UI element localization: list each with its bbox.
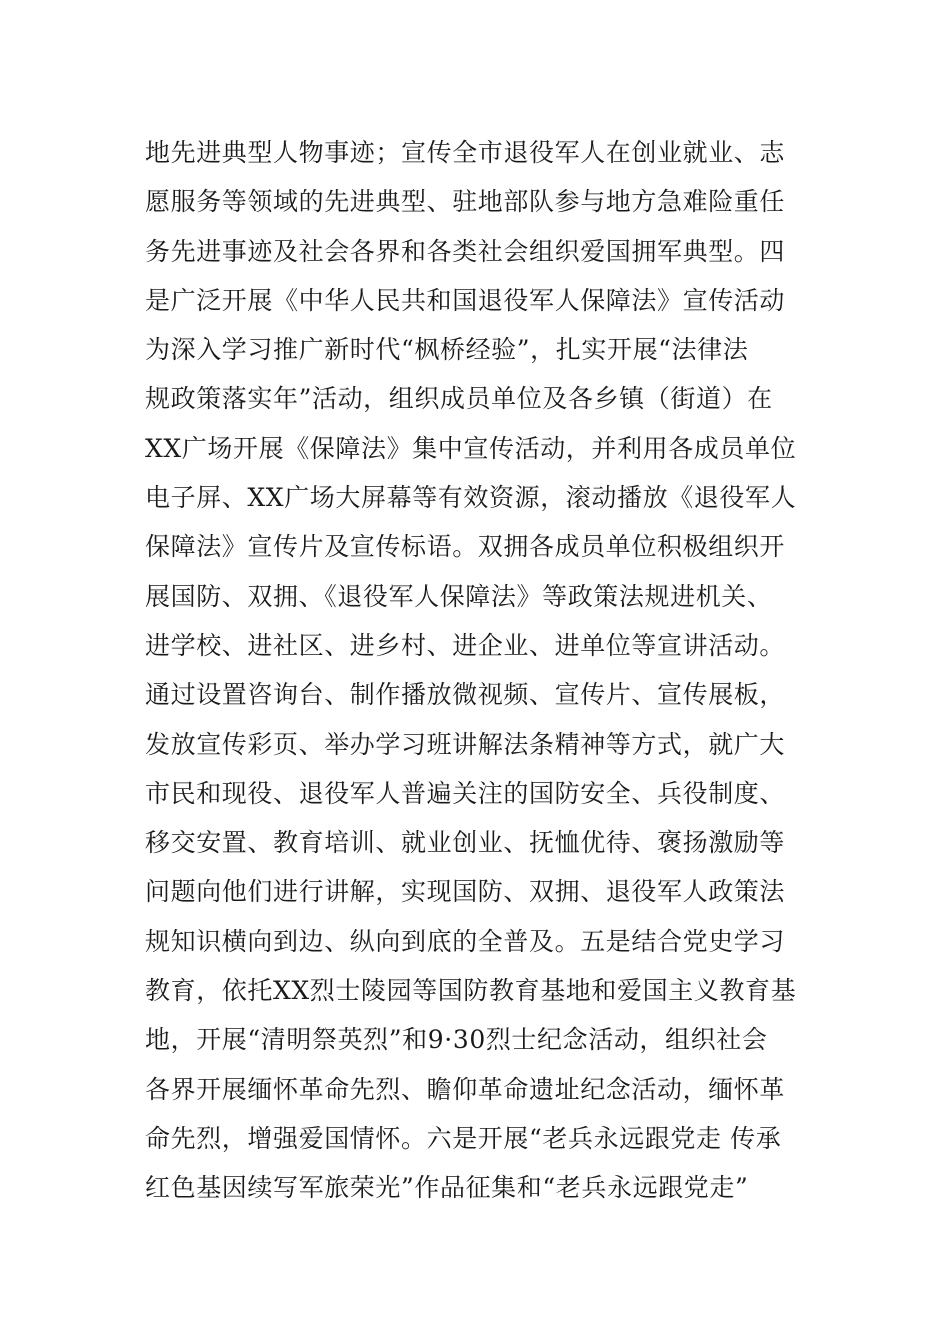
text-line: 是广泛开展《中华人民共和国退役军人保障法》宣传活动 bbox=[145, 285, 786, 315]
text-line: 规政策落实年”活动，组织成员单位及各乡镇（街道）在 bbox=[145, 384, 773, 414]
text-line: 发放宣传彩页、举办学习班讲解法条精神等方式，就广大 bbox=[145, 729, 786, 759]
text-line: 规知识横向到边、纵向到底的全普及。五是结合党史学习 bbox=[145, 926, 786, 956]
text-line: 务先进事迹及社会各界和各类社会组织爱国拥军典型。四 bbox=[145, 236, 786, 266]
text-line: 红色基因续写军旅荣光”作品征集和“老兵永远跟党走” bbox=[145, 1173, 749, 1203]
text-line: 通过设置咨询台、制作播放微视频、宣传片、宣传展板， bbox=[145, 680, 786, 710]
text-line: 为深入学习推广新时代“枫桥经验”，扎实开展“法律法 bbox=[145, 335, 749, 365]
text-line: 市民和现役、退役军人普遍关注的国防安全、兵役制度、 bbox=[145, 778, 786, 808]
text-line: 展国防、双拥、《退役军人保障法》等政策法规进机关、 bbox=[145, 581, 773, 611]
text-line: 进学校、进社区、进乡村、进企业、进单位等宣讲活动。 bbox=[145, 630, 786, 660]
text-line: 地先进典型人物事迹；宣传全市退役军人在创业就业、志 bbox=[145, 138, 786, 167]
text-line: 地，开展“清明祭英烈”和9·30烈士纪念活动，组织社会 bbox=[145, 1025, 768, 1055]
text-line: 保障法》宣传片及宣传标语。双拥各成员单位积极组织开 bbox=[145, 532, 786, 562]
text-line: 愿服务等领域的先进典型、驻地部队参与地方急难险重任 bbox=[145, 187, 786, 217]
body-text bbox=[145, 128, 815, 1213]
text-line: 电子屏、XX广场大屏幕等有效资源，滚动播放《退役军人 bbox=[145, 483, 797, 513]
text-line: 教育，依托XX烈士陵园等国防教育基地和爱国主义教育基 bbox=[145, 976, 797, 1006]
text-line: 各界开展缅怀革命先烈、瞻仰革命遗址纪念活动，缅怀革 bbox=[145, 1074, 786, 1104]
text-line: 命先烈，增强爱国情怀。六是开展“老兵永远跟党走 传承 bbox=[145, 1123, 782, 1153]
text-line: XX广场开展《保障法》集中宣传活动，并利用各成员单位 bbox=[145, 433, 797, 463]
text-line: 移交安置、教育培训、就业创业、抚恤优待、褒扬激励等 bbox=[145, 828, 786, 858]
text-line: 问题向他们进行讲解，实现国防、双拥、退役军人政策法 bbox=[145, 877, 786, 907]
